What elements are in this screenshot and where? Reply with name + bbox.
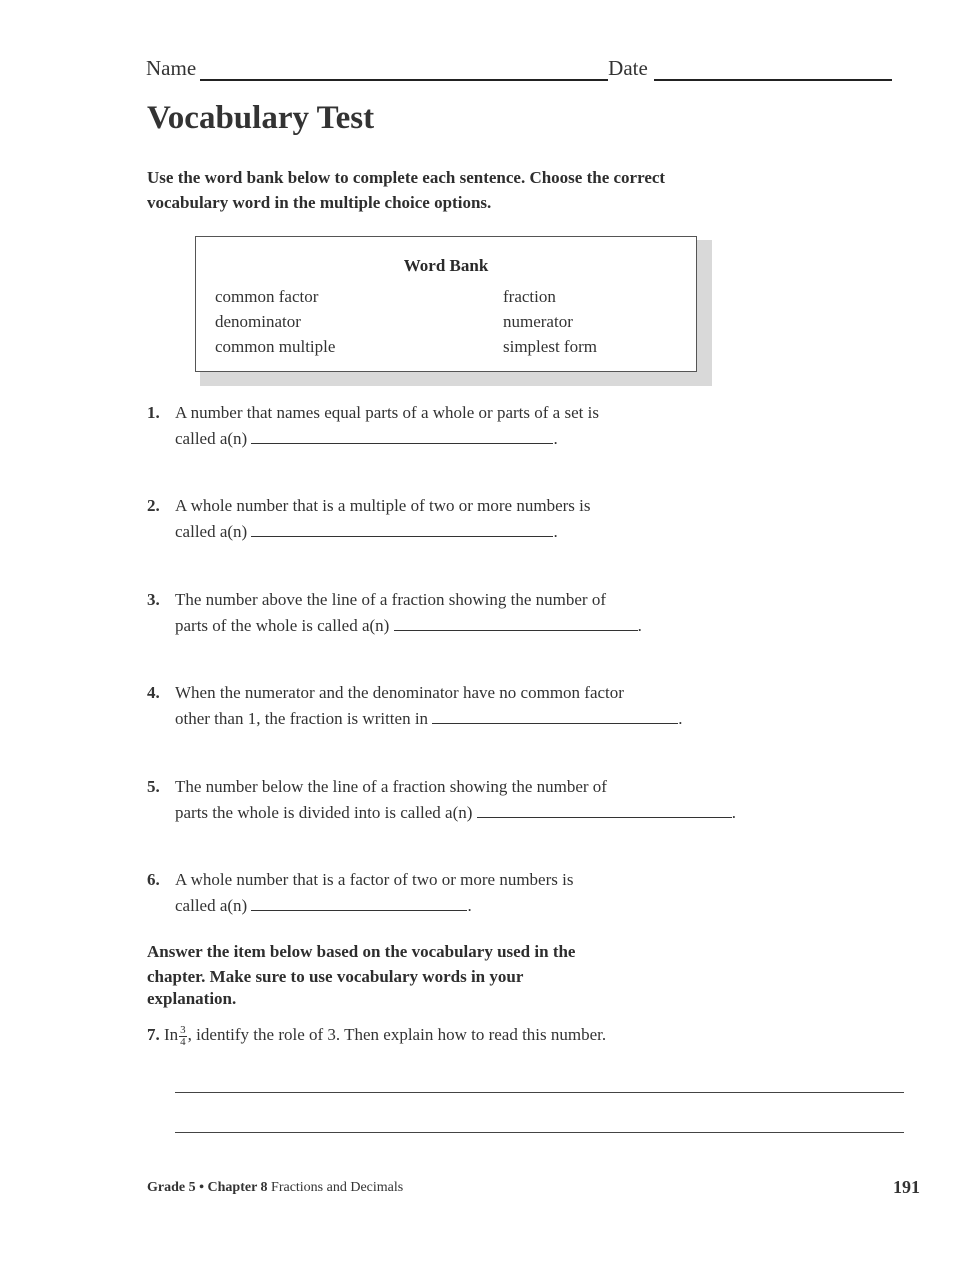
fraction-denominator: 4 (180, 1035, 186, 1048)
section-2-line-2: chapter. Make sure to use vocabulary words in your (147, 967, 524, 986)
question-text: A whole number that is a multiple of two or more numbers is (175, 496, 591, 515)
question-number: 5. (147, 777, 160, 796)
word-bank-item: denominator (215, 312, 301, 331)
question-number: 2. (147, 496, 160, 515)
period: . (637, 616, 642, 635)
question-text: The number below the line of a fraction showing the number of (175, 777, 607, 796)
word-bank-title: Word Bank (403, 256, 489, 275)
word-bank-item: simplest form (503, 337, 597, 356)
instructions-line-2: vocabulary word in the multiple choice options. (147, 193, 492, 212)
answer-blank[interactable] (432, 706, 678, 724)
question-4 (147, 680, 815, 732)
question-number: 1. (147, 403, 160, 422)
header (146, 56, 892, 81)
question-text: , identify the role of 3. Then explain how to read this number. (187, 1025, 607, 1044)
word-bank-item: numerator (503, 312, 573, 331)
question-7 (147, 1022, 606, 1048)
question-number: 7. (147, 1025, 160, 1044)
question-5 (147, 774, 815, 826)
footer-subject: Fractions and Decimals (271, 1180, 404, 1195)
answer-blank[interactable] (251, 519, 553, 537)
footer-grade: Grade 5 • Chapter 8 (147, 1180, 268, 1195)
answer-blank[interactable] (477, 800, 732, 818)
name-label: Name (146, 56, 197, 80)
question-text: parts the whole is divided into is called a(n) (175, 803, 473, 822)
date-label: Date (608, 56, 648, 80)
question-text: In (164, 1025, 179, 1044)
question-text: A whole number that is a factor of two or more numbers is (175, 870, 574, 889)
question-text: When the numerator and the denominator have no common factor (175, 683, 624, 702)
period: . (553, 522, 558, 541)
question-text: called a(n) (175, 522, 248, 541)
section-2-line-1: Answer the item below based on the vocabulary used in the (147, 942, 576, 961)
name-field[interactable] (200, 59, 608, 81)
question-text: other than 1, the fraction is written in (175, 709, 429, 728)
section-2-line-3: explanation. (147, 989, 237, 1008)
page-title: Vocabulary Test (147, 100, 375, 136)
period: . (678, 709, 683, 728)
question-6 (147, 867, 815, 919)
fraction-numerator: 3 (180, 1023, 186, 1036)
answer-line-1[interactable] (175, 1092, 904, 1093)
question-number: 4. (147, 683, 160, 702)
instructions-line-1: Use the word bank below to complete each sentence. Choose the correct (147, 168, 666, 187)
answer-blank[interactable] (394, 613, 638, 631)
fraction-three-fourths (179, 1025, 187, 1048)
question-text: A number that names equal parts of a whole or parts of a set is (175, 403, 599, 422)
question-3 (147, 587, 815, 639)
question-2 (147, 493, 815, 545)
question-text: called a(n) (175, 429, 248, 448)
word-bank (195, 236, 697, 372)
question-text: called a(n) (175, 896, 248, 915)
period: . (467, 896, 472, 915)
question-1 (147, 400, 815, 452)
word-bank-item: common multiple (215, 337, 336, 356)
footer (147, 1180, 403, 1196)
date-field[interactable] (654, 59, 892, 81)
answer-line-2[interactable] (175, 1132, 904, 1133)
question-number: 6. (147, 870, 160, 889)
word-bank-item: fraction (503, 287, 556, 306)
period: . (731, 803, 736, 822)
word-bank-item: common factor (215, 287, 319, 306)
period: . (553, 429, 558, 448)
question-number: 3. (147, 590, 160, 609)
answer-blank[interactable] (251, 893, 467, 911)
question-text: parts of the whole is called a(n) (175, 616, 390, 635)
page-number: 191 (893, 1177, 920, 1197)
question-text: The number above the line of a fraction showing the number of (175, 590, 607, 609)
answer-blank[interactable] (251, 426, 553, 444)
